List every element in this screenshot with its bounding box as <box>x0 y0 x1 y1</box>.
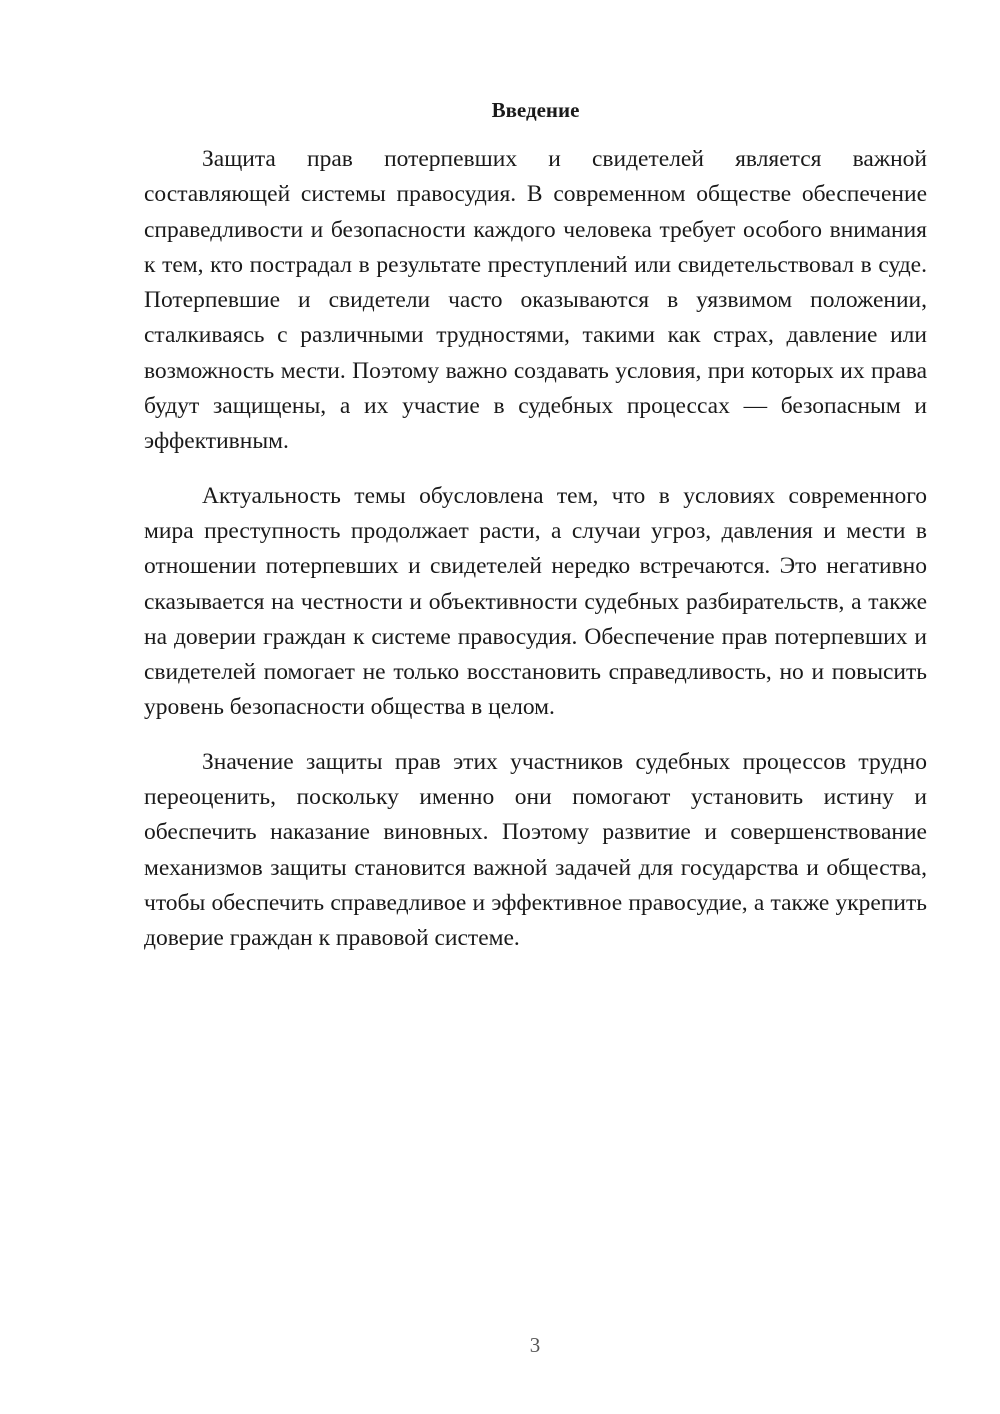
paragraph-2: Актуальность темы обусловлена тем, что в условиях современного мира преступность продолжает расти, а случаи угроз, давления и мести в отношении потерпевших и свидетелей нередко встречаются. Это негативно сказывается на честности и объективности судебных разбирательств, а также на доверии граждан к системе правосудия. Обеспечение прав потерпевших и свидетелей помогает не только восстановить справедливость, но и повысить уровень безопасности общества в целом. <box>144 482 927 721</box>
paragraph-3: Значение защиты прав этих участников судебных процессов трудно переоценить, поскольку именно они помогают установить истину и обеспечить наказание виновных. Поэтому развитие и совершенствование механизмов защиты становится важной задачей для государства и общества, чтобы обеспечить справедливое и эффективное правосудие, а также укрепить доверие граждан к правовой системе. <box>144 748 927 952</box>
page-number: 3 <box>529 1333 541 1357</box>
paragraph-1: Защита прав потерпевших и свидетелей является важной составляющей системы правосудия. В современном обществе обеспечение справедливости и безопасности каждого человека требует особого внимания к тем, кто пострадал в результате преступлений или свидетельствовал в суде. Потерпевшие и свидетели часто оказываются в уязвимом положении, сталкиваясь с различными трудностями, такими как страх, давление или возможность мести. Поэтому важно создавать условия, при которых их права будут защищены, а их участие в судебных процессах — безопасным и эффективным. <box>144 146 927 455</box>
section-heading: Введение <box>491 98 580 122</box>
body-text <box>144 142 927 976</box>
